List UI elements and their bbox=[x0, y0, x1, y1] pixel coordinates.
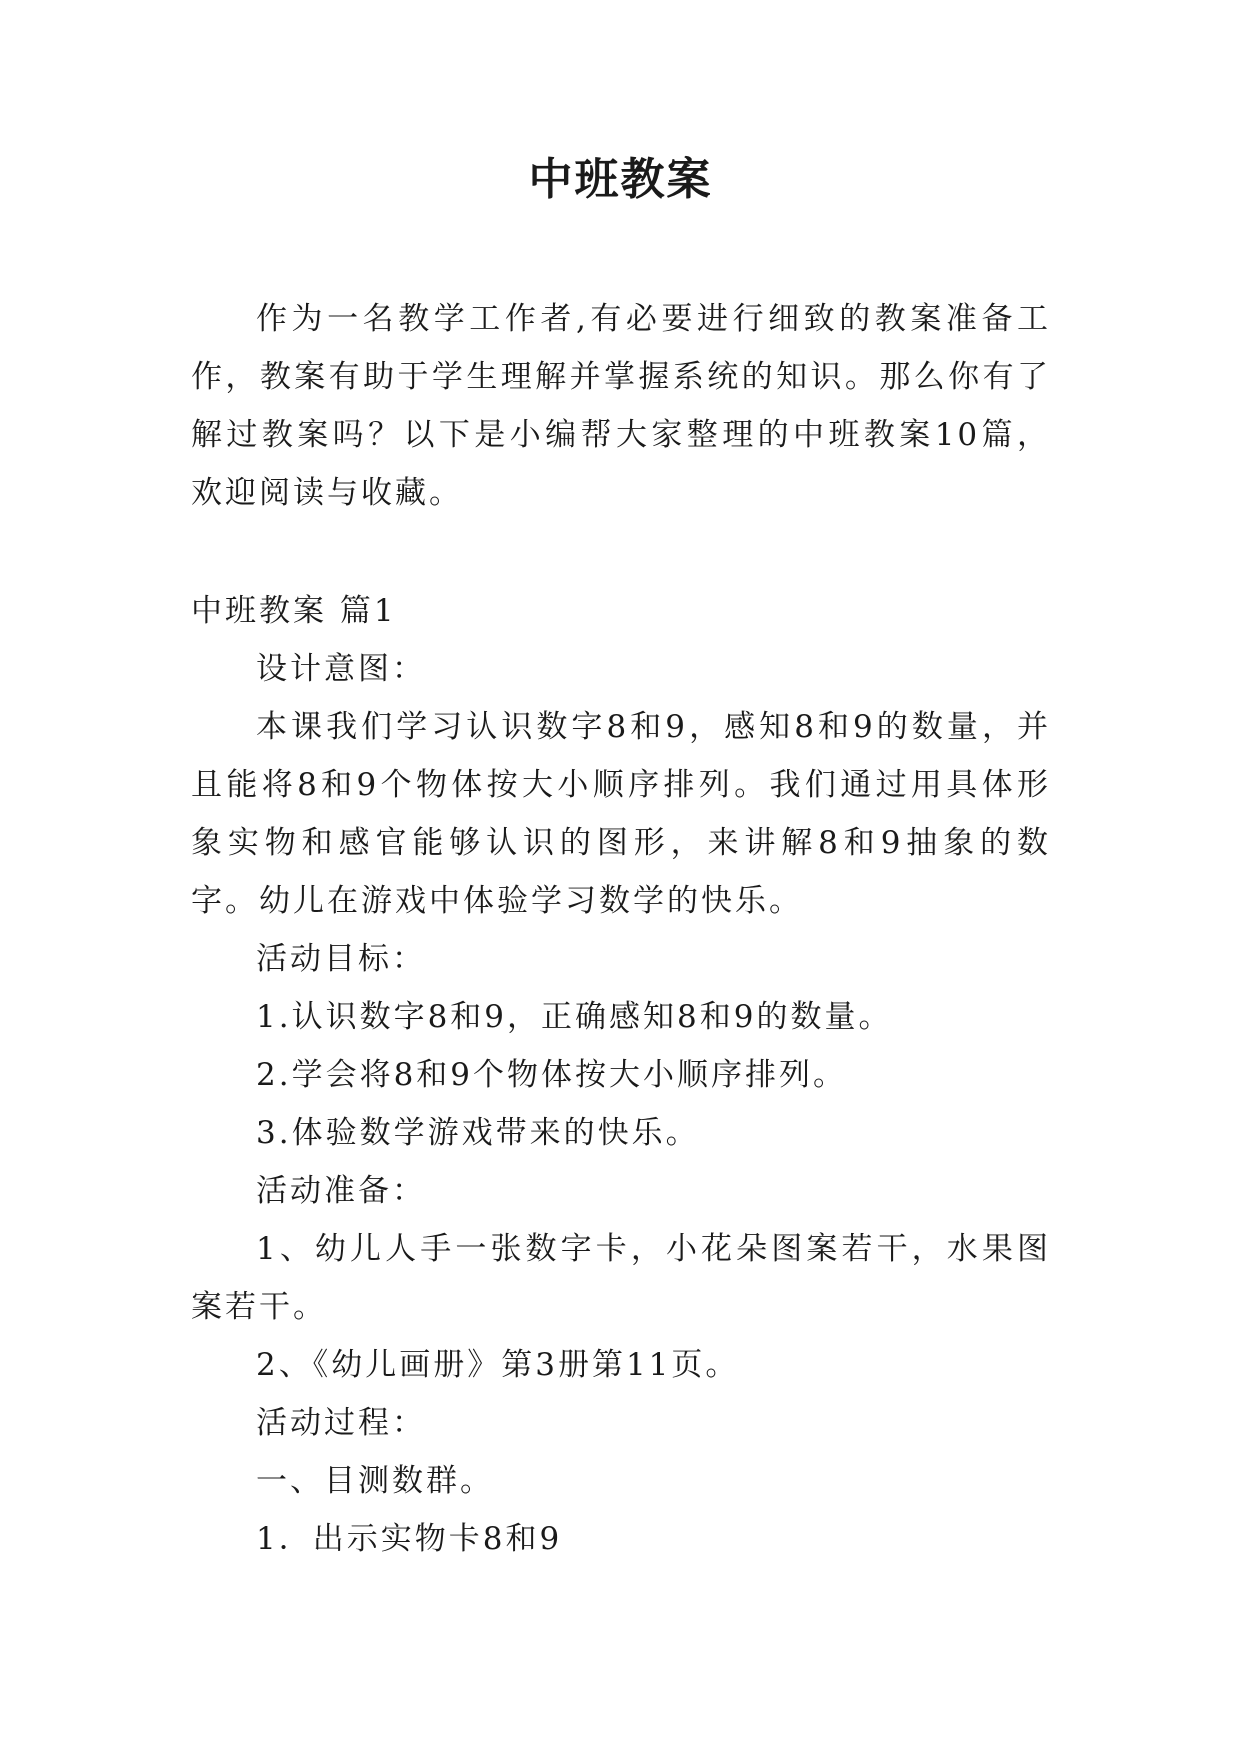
intro-paragraph: 作为一名教学工作者,有必要进行细致的教案准备工作，教案有助于学生理解并掌握系统的知识。那么你有了解过教案吗？以下是小编帮大家整理的中班教案10篇，欢迎阅读与收藏。 bbox=[191, 301, 1051, 511]
document-body bbox=[191, 290, 1051, 1568]
page-title: 中班教案 bbox=[528, 154, 713, 205]
paragraph-goals-label: 活动目标： bbox=[256, 941, 426, 977]
paragraph-step-1: 一、目测数群。 bbox=[256, 1463, 494, 1499]
section-heading: 中班教案 篇1 bbox=[191, 593, 397, 629]
paragraph-goal-3: 3.体验数学游戏带来的快乐。 bbox=[256, 1115, 700, 1151]
paragraph-design-intent: 本课我们学习认识数字8和9，感知8和9的数量，并且能将8和9个物体按大小顺序排列。我们通过用具体形象实物和感官能够认识的图形，来讲解8和9抽象的数字。幼儿在游戏中体验学习数学的快乐。 bbox=[191, 709, 1051, 919]
paragraph-design-intent-label: 设计意图： bbox=[256, 651, 426, 687]
paragraph-prep-2: 2、《幼儿画册》第3册第11页。 bbox=[256, 1347, 740, 1383]
paragraph-step-1-1: 1．出示实物卡8和9 bbox=[256, 1521, 563, 1557]
paragraph-prep-1: 1、幼儿人手一张数字卡，小花朵图案若干，水果图案若干。 bbox=[191, 1231, 1051, 1325]
paragraph-goal-2: 2.学会将8和9个物体按大小顺序排列。 bbox=[256, 1057, 848, 1093]
paragraph-prep-label: 活动准备： bbox=[256, 1173, 426, 1209]
paragraph-goal-1: 1.认识数字8和9，正确感知8和9的数量。 bbox=[256, 999, 893, 1035]
paragraph-process-label: 活动过程： bbox=[256, 1405, 426, 1441]
